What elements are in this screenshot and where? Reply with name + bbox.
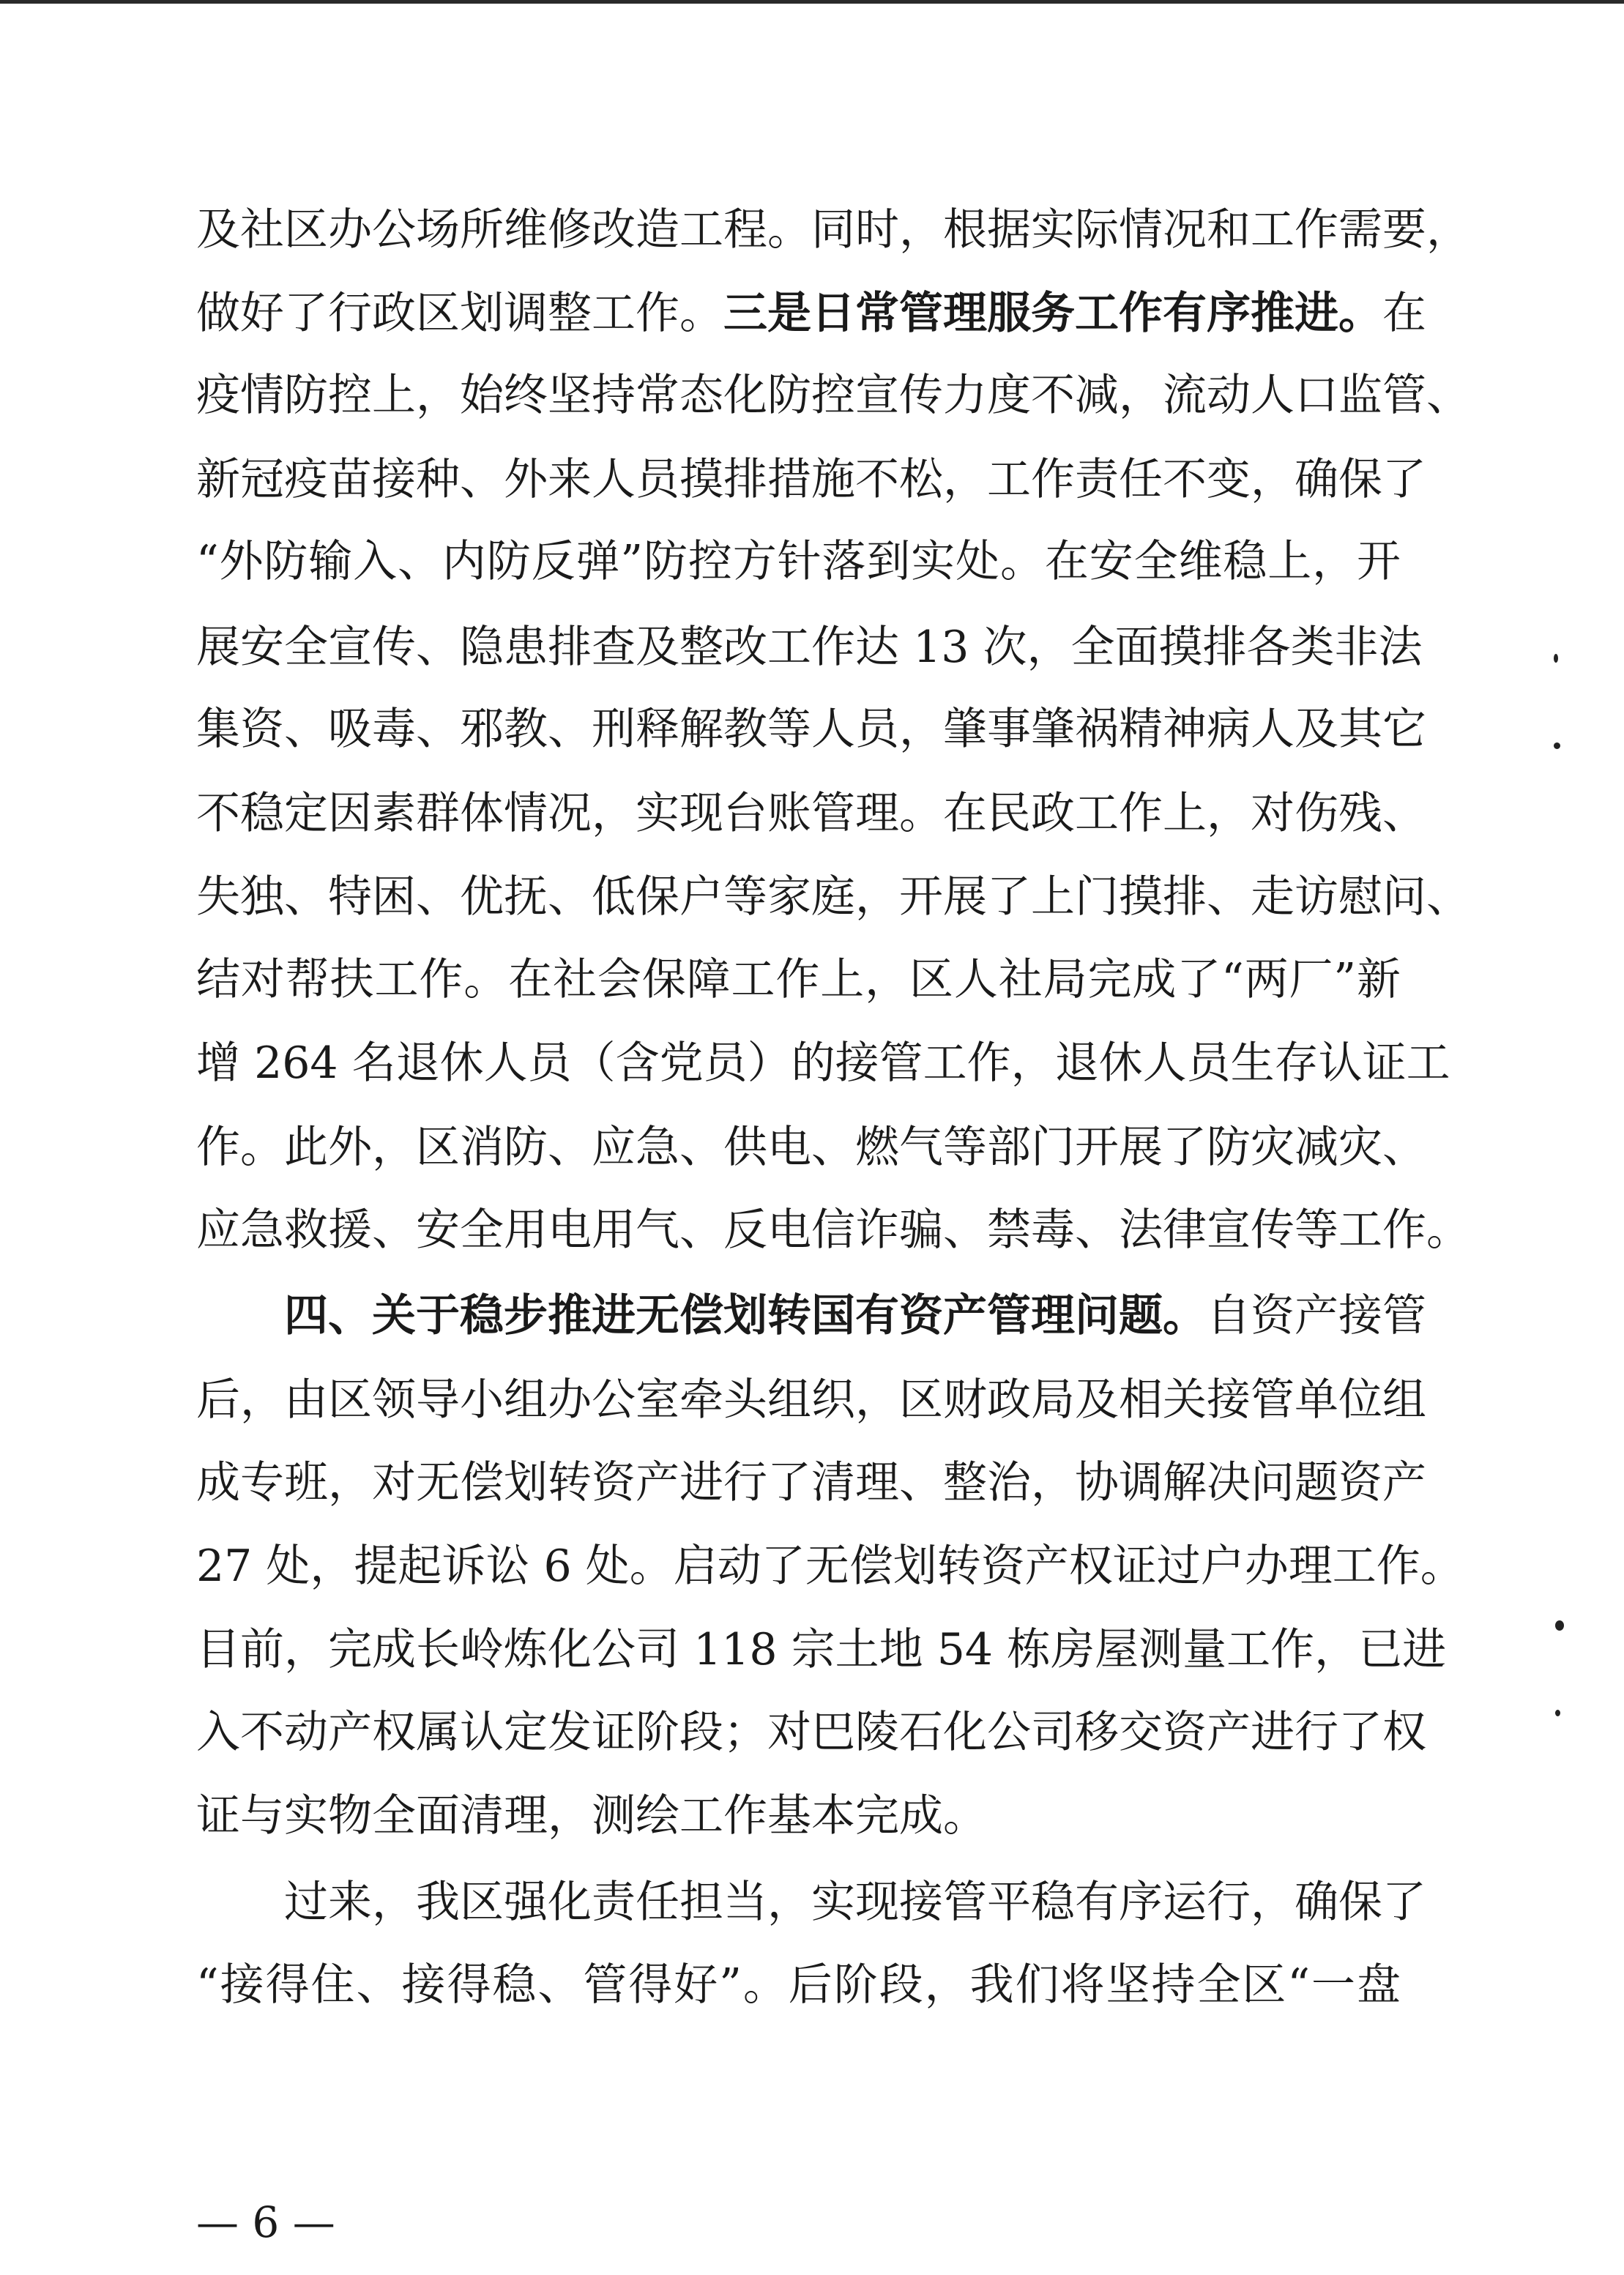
body-text: 结对帮扶工作。在社会保障工作上，区人社局完成了“两厂”新: [196, 954, 1401, 1005]
scan-speck: [1555, 1620, 1564, 1631]
body-text: 作。此外，区消防、应急、供电、燃气等部门开展了防灾减灾、: [196, 1122, 1426, 1173]
text-line: [196, 1360, 1426, 1440]
text-line: [284, 1276, 1426, 1356]
body-text: 应急救援、安全用电用气、反电信诈骗、禁毒、法律宣传等工作。: [196, 1204, 1470, 1256]
bold-heading-text: 三是日常管理服务工作有序推进。: [723, 288, 1382, 339]
text-line: [196, 439, 1426, 520]
text-line: [196, 773, 1426, 854]
text-line: [284, 1862, 1426, 1943]
body-text: 及社区办公场所维修改造工程。同时，根据实际情况和工作需要，: [196, 204, 1470, 256]
body-text: “外防输入、内防反弹”防控方针落到实处。在安全维稳上，开: [196, 536, 1401, 587]
body-text: 失独、特困、优抚、低保户等家庭，开展了上门摸排、走访慰问、: [196, 871, 1470, 923]
body-text: 入不动产权属认定发证阶段；对巴陵石化公司移交资产进行了权: [196, 1707, 1426, 1758]
scan-speck: [1555, 1710, 1560, 1716]
page-top-border: [0, 0, 1624, 4]
bold-heading-text: 四、关于稳步推进无偿划转国有资产管理问题。: [284, 1290, 1207, 1341]
text-line: [196, 1442, 1426, 1523]
text-line: [196, 939, 1401, 1020]
text-line: [196, 355, 1470, 436]
body-text: 增 264 名退休人员（含党员）的接管工作，退休人员生存认证工: [196, 1038, 1450, 1089]
body-text: 过来，我区强化责任担当，实现接管平稳有序运行，确保了: [284, 1877, 1426, 1928]
body-text: 成专班，对无偿划转资产进行了清理、整治，协调解决问题资产: [196, 1457, 1426, 1508]
text-line: [196, 273, 1426, 354]
text-line: [196, 1526, 1464, 1606]
text-line: [196, 1023, 1450, 1103]
body-text: 目前，完成长岭炼化公司 118 宗土地 54 栋房屋测量工作，已进: [196, 1624, 1447, 1675]
body-text: 后，由区领导小组办公室牵头组织，区财政局及相关接管单位组: [196, 1374, 1426, 1426]
body-text: “接得住、接得稳、管得好”。后阶段，我们将坚持全区“一盘: [196, 1959, 1401, 2011]
body-text: 27 处，提起诉讼 6 处。启动了无偿划转资产权证过户办理工作。: [196, 1541, 1464, 1592]
page-number: — 6 —: [196, 2197, 335, 2247]
body-text: 在: [1382, 288, 1426, 339]
text-line: [196, 1107, 1426, 1188]
body-text: 证与实物全面清理，测绘工作基本完成。: [196, 1790, 987, 1842]
body-text: 疫情防控上，始终坚持常态化防控宣传力度不减，流动人口监管、: [196, 370, 1470, 421]
scan-speck: [1554, 742, 1560, 749]
text-line: [196, 689, 1426, 770]
text-line: [196, 607, 1423, 688]
text-line: [196, 1945, 1401, 2025]
text-line: [196, 1776, 1401, 1856]
text-line: [196, 521, 1401, 602]
body-text: 不稳定因素群体情况，实现台账管理。在民政工作上，对伤残、: [196, 788, 1426, 839]
text-line: [196, 1692, 1426, 1773]
body-text: 展安全宣传、隐患排查及整改工作达 13 次，全面摸排各类非法: [196, 622, 1423, 673]
text-line: [196, 190, 1470, 270]
body-text: 集资、吸毒、邪教、刑释解教等人员，肇事肇祸精神病人及其它: [196, 704, 1426, 755]
text-line: [196, 857, 1470, 937]
body-text: 新冠疫苗接种、外来人员摸排措施不松，工作责任不变，确保了: [196, 454, 1426, 505]
body-text: 做好了行政区划调整工作。: [196, 288, 723, 339]
scan-speck: [1554, 654, 1558, 663]
text-line: [196, 1190, 1470, 1270]
text-line: [196, 1609, 1447, 1690]
body-text: 自资产接管: [1207, 1290, 1426, 1341]
